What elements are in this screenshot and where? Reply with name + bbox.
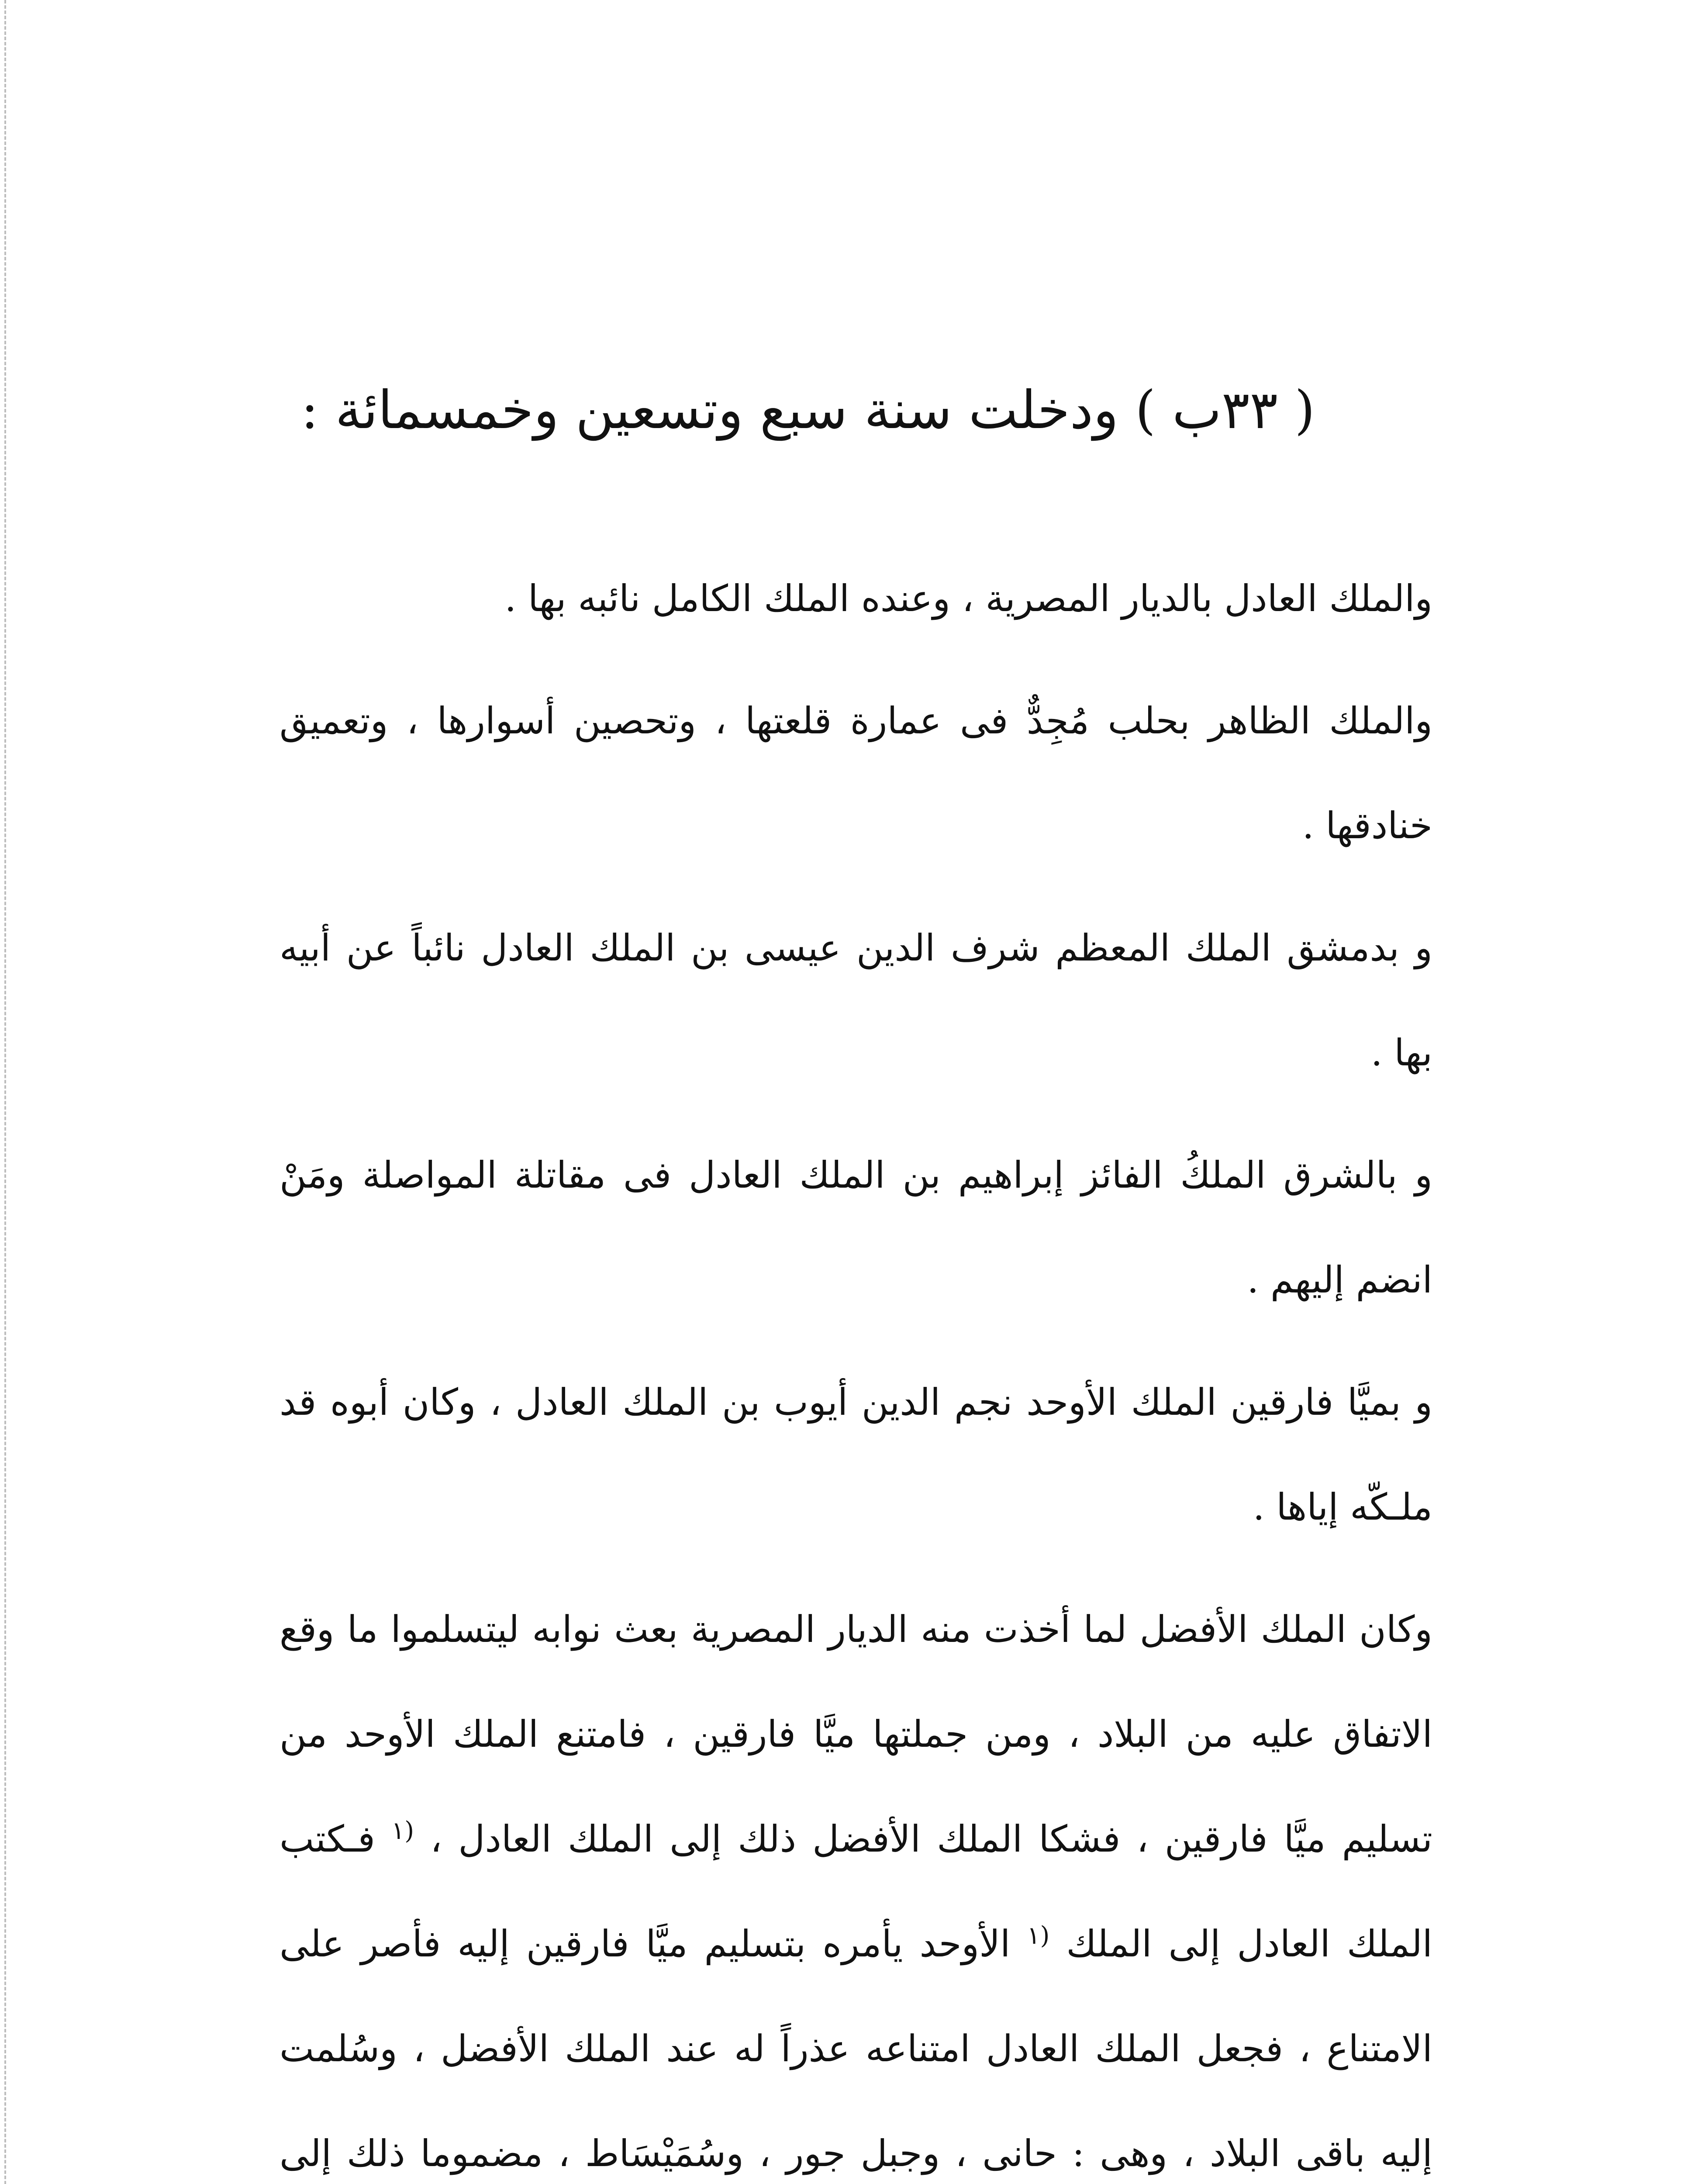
paragraph-adil: والملك العادل بالديار المصرية ، وعنده الملك الكامل نائبه بها .: [504, 577, 1432, 620]
year-heading: ( ٣٣ب ) ودخلت سنة سبع وتسعين وخمسمائة :: [300, 380, 1315, 441]
page-edge-divider: [4, 0, 6, 2184]
paragraph-afdal-part-2: فـكتب الملك العادل إلى الملك: [280, 1818, 1432, 1965]
paragraph-zahir: والملك الظاهر بحلب مُجِدٌّ فى عمارة قلعتها ، وتحصين أسوارها ، وتعميق خنادقها .: [280, 699, 1432, 847]
paragraph-east: و بالشرق الملكُ الفائز إبراهيم بن الملك العادل فى مقاتلة المواصلة ومَنْ انضم إليهم .: [280, 1154, 1432, 1301]
footnote-marker-close: (١: [1027, 1921, 1050, 1950]
paragraph-mayyafariqin: و بميَّا فارقين الملك الأوحد نجم الدين أيوب بن الملك العادل ، وكان أبوه قد ملـكّه إياها .: [280, 1381, 1433, 1528]
main-text: [280, 546, 1432, 2184]
paragraph-afdal: [280, 1577, 1432, 2184]
footnote-marker-open: (١: [391, 1817, 414, 1845]
paragraph-damascus: و بدمشق الملك المعظم شرف الدين عيسى بن الملك العادل نائباً عن أبيه بها .: [280, 926, 1432, 1074]
paragraph-afdal-part-3: الأوحد يأمره بتسليم ميَّا فارقين إليه فأصر على الامتناع ، فجعل الملك العادل امتناعه عذراً له عند الملك الأفضل ، وسُلمت إليه باقى البلاد ، وهى : حانى ، وجبل جور ، وسُمَيْسَاط ، مضموما ذلك إلى: [280, 1922, 1432, 2175]
paragraph-afdal-part-1: وكان الملك الأفضل لما أخذت منه الديار المصرية بعث نوابه ليتسلموا ما وقع الاتفاق عليه من البلاد ، ومن جملتها ميَّا فارقين ، فامتنع الملك الأوحد من تسليم ميَّا فارقين ، فشكا الملك الأفضل ذلك إلى الملك العادل ،: [280, 1608, 1433, 1860]
